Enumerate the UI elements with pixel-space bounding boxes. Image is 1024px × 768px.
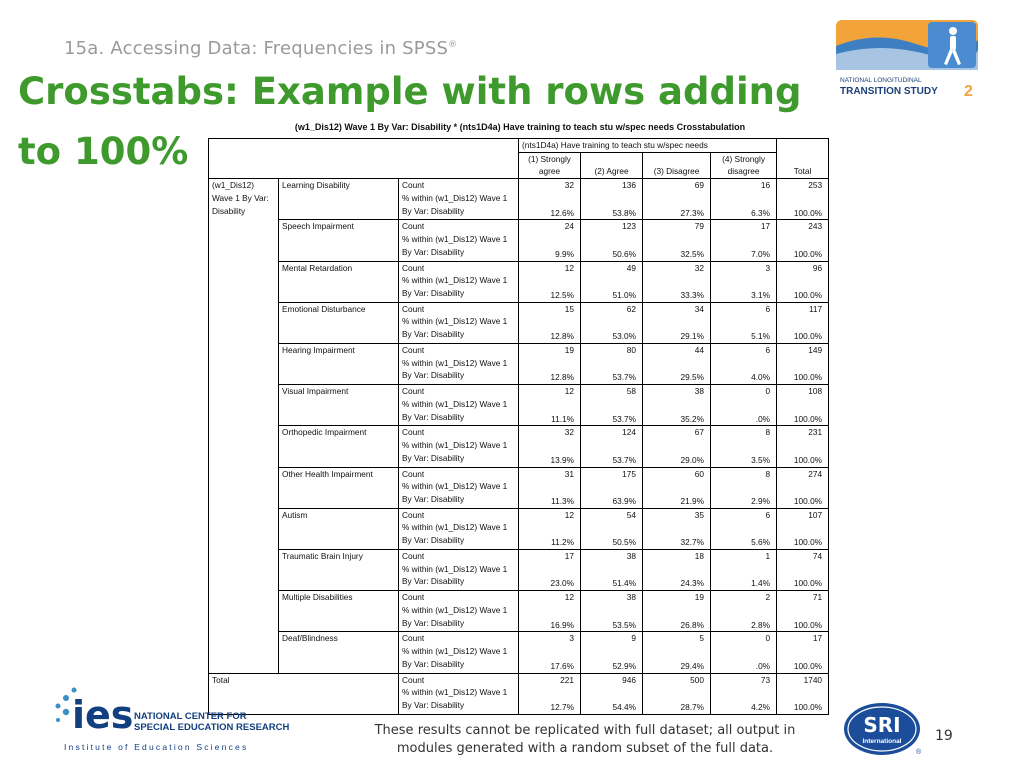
stat-label-pct: % within (w1_Dis12) Wave 1 By Var: Disability [399,398,519,426]
category-label: Autism [279,508,399,549]
stat-label-count: Count [399,220,519,233]
count-cell: 149 [777,343,829,356]
percent-cell: 11.1% [519,398,581,426]
percent-cell: 12.5% [519,274,581,302]
count-cell: 74 [777,549,829,562]
percent-cell: 33.3% [643,274,711,302]
percent-cell: 53.0% [581,315,643,343]
nlts2-logo [836,20,978,100]
slide-title-line-2: to 100% [18,130,189,173]
percent-cell: 29.5% [643,357,711,385]
count-cell: 17 [519,549,581,562]
nlts-line-2: TRANSITION STUDY [840,86,938,97]
percent-cell: 5.1% [711,315,777,343]
stat-label-pct: % within (w1_Dis12) Wave 1 By Var: Disability [399,480,519,508]
count-cell: 0 [711,632,777,645]
count-cell: 243 [777,220,829,233]
table-row [209,261,829,274]
table-row [209,467,829,480]
count-cell: 5 [643,632,711,645]
count-cell: 1 [711,549,777,562]
count-cell: 35 [643,508,711,521]
count-cell: 54 [581,508,643,521]
percent-cell: 12.8% [519,315,581,343]
stat-label-count: Count [399,591,519,604]
percent-cell: 3.1% [711,274,777,302]
table-row [209,549,829,562]
count-cell: 32 [643,261,711,274]
count-cell: 60 [643,467,711,480]
percent-cell: 16.9% [519,604,581,632]
page-number: 19 [935,728,953,744]
stat-label-pct: % within (w1_Dis12) Wave 1 By Var: Disability [399,521,519,549]
percent-cell: 100.0% [777,521,829,549]
count-cell: 274 [777,467,829,480]
percent-cell: 27.3% [643,192,711,220]
percent-cell: 2.9% [711,480,777,508]
percent-cell: 35.2% [643,398,711,426]
percent-cell: 100.0% [777,192,829,220]
count-cell: 96 [777,261,829,274]
percent-cell: 53.7% [581,398,643,426]
count-cell: 6 [711,343,777,356]
percent-cell: 50.5% [581,521,643,549]
stat-label-count: Count [399,261,519,274]
count-cell: 12 [519,591,581,604]
percent-cell: 100.0% [777,439,829,467]
percent-cell: 11.3% [519,480,581,508]
category-label: Emotional Disturbance [279,302,399,343]
percent-cell: 53.5% [581,604,643,632]
ies-line-1: NATIONAL CENTER FOR [134,711,247,722]
category-label: Deaf/Blindness [279,632,399,673]
count-cell: 31 [519,467,581,480]
count-cell: 67 [643,426,711,439]
count-cell: 8 [711,467,777,480]
percent-cell: 100.0% [777,480,829,508]
group-header-cell: (nts1D4a) Have training to teach stu w/spec needs [519,139,777,153]
count-cell: 6 [711,508,777,521]
count-cell: 19 [519,343,581,356]
percent-cell: 7.0% [711,233,777,261]
count-cell: 124 [581,426,643,439]
count-cell: 32 [519,179,581,192]
column-header: Total [777,152,829,178]
percent-cell: 53.8% [581,192,643,220]
count-cell: 80 [581,343,643,356]
percent-cell: 53.7% [581,357,643,385]
ies-line-2: SPECIAL EDUCATION RESEARCH [134,722,290,733]
stat-label-pct: % within (w1_Dis12) Wave 1 By Var: Disability [399,563,519,591]
percent-cell: 28.7% [643,686,711,714]
stat-label-count: Count [399,632,519,645]
percent-cell: 17.6% [519,645,581,673]
count-cell: 123 [581,220,643,233]
percent-cell: 23.0% [519,563,581,591]
percent-cell: .0% [711,398,777,426]
percent-cell: 12.7% [519,686,581,714]
percent-cell: 51.4% [581,563,643,591]
count-cell: 500 [643,673,711,686]
count-cell: 16 [711,179,777,192]
stat-label-count: Count [399,179,519,192]
row-variable-label: (w1_Dis12) Wave 1 By Var: Disability [209,179,279,673]
column-header: (2) Agree [581,152,643,178]
count-cell: 946 [581,673,643,686]
percent-cell: 29.0% [643,439,711,467]
count-cell: 3 [711,261,777,274]
percent-cell: 3.5% [711,439,777,467]
sri-mark: ® [916,749,922,756]
stat-label-count: Count [399,549,519,562]
count-cell: 12 [519,508,581,521]
count-cell: 9 [581,632,643,645]
table-row [209,302,829,315]
category-label: Learning Disability [279,179,399,220]
count-cell: 3 [519,632,581,645]
count-cell: 221 [519,673,581,686]
category-label: Other Health Impairment [279,467,399,508]
category-label: Traumatic Brain Injury [279,549,399,590]
table-row [209,591,829,604]
percent-cell: 12.6% [519,192,581,220]
count-cell: 253 [777,179,829,192]
crosstab-header [209,139,829,179]
stat-label-pct: % within (w1_Dis12) Wave 1 By Var: Disability [399,357,519,385]
crosstab-body [209,179,829,715]
count-cell: 49 [581,261,643,274]
registered-mark: ® [448,40,458,50]
percent-cell: 1.4% [711,563,777,591]
ies-letters: ies [72,693,134,737]
stat-label-pct: % within (w1_Dis12) Wave 1 By Var: Disability [399,315,519,343]
percent-cell: 24.3% [643,563,711,591]
header-corner-cell [209,139,519,179]
percent-cell: 54.4% [581,686,643,714]
percent-cell: 21.9% [643,480,711,508]
table-row [209,220,829,233]
category-label: Visual Impairment [279,385,399,426]
table-row [209,385,829,398]
count-cell: 2 [711,591,777,604]
percent-cell: 32.7% [643,521,711,549]
stat-label-pct: % within (w1_Dis12) Wave 1 By Var: Disability [399,645,519,673]
count-cell: 38 [581,549,643,562]
count-cell: 32 [519,426,581,439]
category-label: Orthopedic Impairment [279,426,399,467]
stat-label-pct: % within (w1_Dis12) Wave 1 By Var: Disability [399,233,519,261]
table-row [209,179,829,192]
count-cell: 8 [711,426,777,439]
section-title [64,38,457,59]
ies-ncser-logo [52,684,312,754]
table-row [209,426,829,439]
count-cell: 136 [581,179,643,192]
nlts-line-1: NATIONAL LONGITUDINAL [840,77,922,84]
percent-cell: 32.5% [643,233,711,261]
crosstab-title: (w1_Dis12) Wave 1 By Var: Disability * (nts1D4a) Have training to teach stu w/spec needs Crosstabulation [294,122,746,132]
percent-cell: 63.9% [581,480,643,508]
percent-cell: 100.0% [777,274,829,302]
percent-cell: 53.7% [581,439,643,467]
percent-cell: 5.6% [711,521,777,549]
percent-cell: 52.9% [581,645,643,673]
percent-cell: 11.2% [519,521,581,549]
count-cell: 117 [777,302,829,315]
percent-cell: 29.1% [643,315,711,343]
count-cell: 17 [711,220,777,233]
count-cell: 44 [643,343,711,356]
category-label: Mental Retardation [279,261,399,302]
percent-cell: 12.8% [519,357,581,385]
count-cell: 15 [519,302,581,315]
percent-cell: 2.8% [711,604,777,632]
count-cell: 1740 [777,673,829,686]
count-cell: 38 [581,591,643,604]
sri-text: SRI [863,713,901,737]
stat-label-pct: % within (w1_Dis12) Wave 1 By Var: Disability [399,604,519,632]
count-cell: 79 [643,220,711,233]
category-label: Hearing Impairment [279,343,399,384]
percent-cell: 51.0% [581,274,643,302]
count-cell: 58 [581,385,643,398]
percent-cell: 100.0% [777,563,829,591]
count-cell: 34 [643,302,711,315]
section-title-text: 15a. Accessing Data: Frequencies in SPSS [64,38,449,59]
count-cell: 69 [643,179,711,192]
stat-label-pct: % within (w1_Dis12) Wave 1 By Var: Disability [399,686,519,714]
stat-label-count: Count [399,302,519,315]
count-cell: 108 [777,385,829,398]
percent-cell: 100.0% [777,645,829,673]
crosstab-table [208,138,829,715]
count-cell: 19 [643,591,711,604]
percent-cell: .0% [711,645,777,673]
ies-tagline: Institute of Education Sciences [64,742,249,752]
stat-label-pct: % within (w1_Dis12) Wave 1 By Var: Disability [399,439,519,467]
stat-label-pct: % within (w1_Dis12) Wave 1 By Var: Disability [399,192,519,220]
percent-cell: 4.0% [711,357,777,385]
percent-cell: 50.6% [581,233,643,261]
footer-note: These results cannot be replicated with full dataset; all output in modules generated with a random subset of the full data. [374,723,796,756]
count-cell: 17 [777,632,829,645]
percent-cell: 100.0% [777,315,829,343]
percent-cell: 6.3% [711,192,777,220]
count-cell: 73 [711,673,777,686]
table-row [209,508,829,521]
count-cell: 6 [711,302,777,315]
nlts-number: 2 [964,83,973,100]
percent-cell: 100.0% [777,233,829,261]
count-cell: 107 [777,508,829,521]
percent-cell: 100.0% [777,604,829,632]
column-header: (4) Strongly disagree [711,152,777,178]
sri-international-logo [842,700,924,758]
stat-label-count: Count [399,467,519,480]
stat-label-count: Count [399,673,519,686]
total-label: Total [209,673,399,714]
stat-label-count: Count [399,426,519,439]
count-cell: 175 [581,467,643,480]
percent-cell: 100.0% [777,398,829,426]
count-cell: 12 [519,385,581,398]
column-header: (1) Strongly agree [519,152,581,178]
percent-cell: 13.9% [519,439,581,467]
column-header: (3) Disagree [643,152,711,178]
count-cell: 18 [643,549,711,562]
table-row [209,632,829,645]
category-label: Speech Impairment [279,220,399,261]
percent-cell: 100.0% [777,686,829,714]
stat-label-count: Count [399,343,519,356]
count-cell: 12 [519,261,581,274]
stat-label-count: Count [399,508,519,521]
count-cell: 231 [777,426,829,439]
count-cell: 38 [643,385,711,398]
percent-cell: 29.4% [643,645,711,673]
percent-cell: 9.9% [519,233,581,261]
percent-cell: 4.2% [711,686,777,714]
count-cell: 62 [581,302,643,315]
percent-cell: 26.8% [643,604,711,632]
category-label: Multiple Disabilities [279,591,399,632]
count-cell: 71 [777,591,829,604]
count-cell: 0 [711,385,777,398]
sri-sub: International [862,738,902,745]
stat-label-count: Count [399,385,519,398]
slide-title-line-1: Crosstabs: Example with rows adding [18,70,802,113]
count-cell: 24 [519,220,581,233]
percent-cell: 100.0% [777,357,829,385]
table-row [209,343,829,356]
stat-label-pct: % within (w1_Dis12) Wave 1 By Var: Disability [399,274,519,302]
